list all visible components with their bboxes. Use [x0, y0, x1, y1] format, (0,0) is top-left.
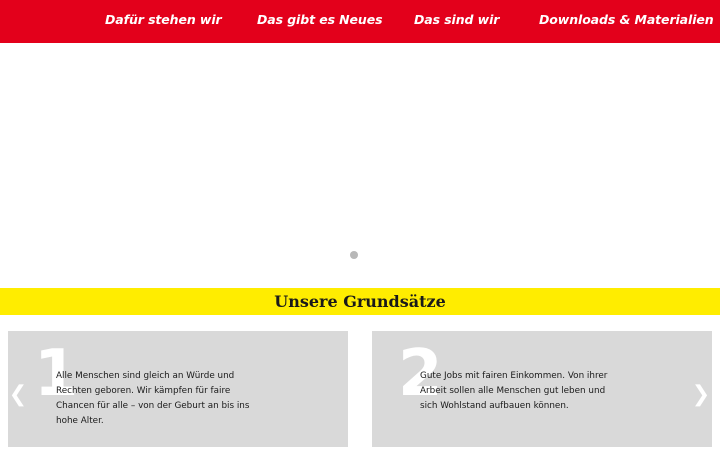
- principle-text: Gute Jobs mit fairen Einkommen. Von ihrer Arbeit sollen alle Menschen gut leben und sich Wohlstand aufbauen können.: [420, 371, 608, 411]
- principle-card-2: [372, 331, 712, 447]
- hero-slider: [0, 43, 720, 288]
- nav-item-downloads-materialien[interactable]: Downloads & Materialien: [539, 12, 714, 27]
- nav-item-das-gibt-es-neues[interactable]: Das gibt es Neues: [257, 12, 383, 27]
- principles-banner: [0, 288, 720, 315]
- principle-number: 1: [34, 337, 79, 411]
- section-title: Unsere Grundsätze: [274, 292, 446, 311]
- principle-card-1: [8, 331, 348, 447]
- top-navigation: [0, 0, 720, 43]
- chevron-right-icon[interactable]: ❯: [691, 382, 711, 407]
- slider-dot[interactable]: [350, 251, 358, 259]
- nav-item-dafuer-stehen-wir[interactable]: Dafür stehen wir: [105, 12, 222, 27]
- principle-number: 2: [398, 337, 443, 411]
- principle-text: Alle Menschen sind gleich an Würde und Rechten geboren. Wir kämpfen für faire Chancen für alle – von der Geburt an bis ins hohe Alter.: [56, 371, 250, 426]
- chevron-left-icon[interactable]: ❮: [8, 382, 28, 407]
- nav-item-das-sind-wir[interactable]: Das sind wir: [414, 12, 500, 27]
